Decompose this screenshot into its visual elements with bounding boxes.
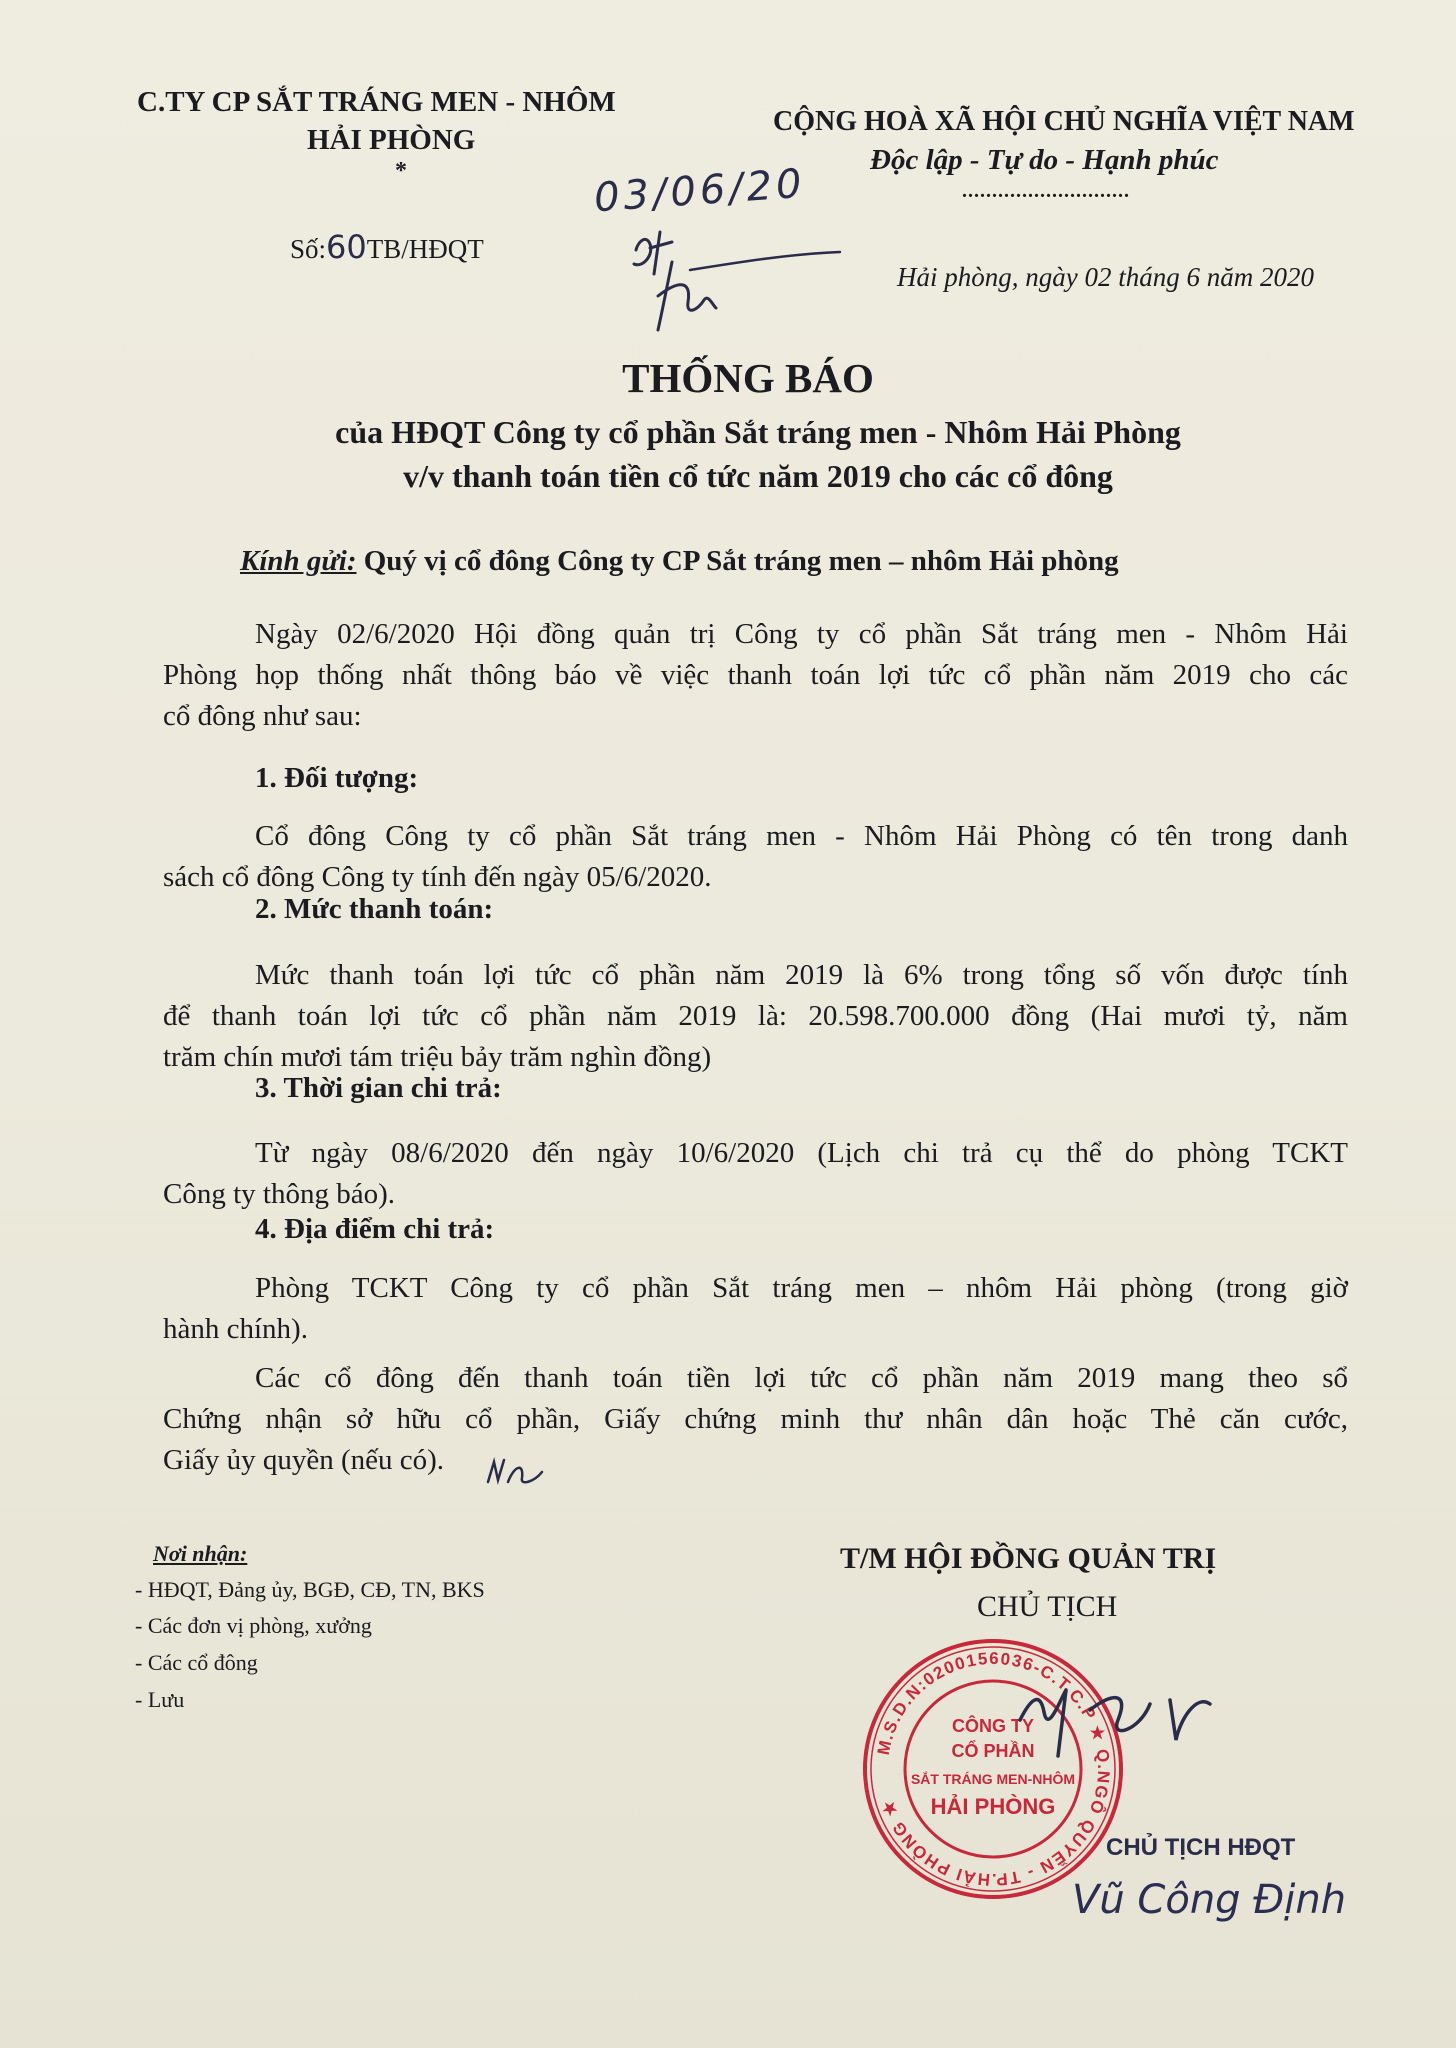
distribution-label: Nơi nhận: xyxy=(153,1541,248,1566)
handwritten-received-date: 03/06/20 xyxy=(592,160,808,222)
notice-subtitle-1: của HĐQT Công ty cổ phần Sắt tráng men - Nhôm Hải Phòng xyxy=(335,414,1181,450)
section-3-line: Công ty thông báo). xyxy=(163,1178,395,1210)
seal-ring-text: M.S.D.N:0200156036-C.T.C.P ★ Q.NGÔ QUYỀN - TP.HẢI PHÒNG ★ xyxy=(873,1648,1114,1890)
signer-name: Vũ Công Định xyxy=(1072,1877,1347,1923)
notice-title: THỐNG BÁO xyxy=(622,355,874,401)
section-1-text xyxy=(163,816,1348,898)
number-label: Số: xyxy=(290,234,327,264)
section-2-line: Mức thanh toán lợi tức cổ phần năm 2019 là 6% trong tổng số vốn được tính xyxy=(255,959,1348,991)
section-4-title: 4. Địa điểm chi trả: xyxy=(255,1213,495,1245)
handwritten-signature xyxy=(1000,1660,1240,1770)
section-2-line: để thanh toán lợi tức cổ phần năm 2019 là: 20.598.700.000 đồng (Hai mươi tỷ, năm xyxy=(163,1000,1348,1032)
company-name-line2: HẢI PHÒNG xyxy=(307,124,476,156)
section-3-line: Từ ngày 08/6/2020 đến ngày 10/6/2020 (Lịch chi trả cụ thể do phòng TCKT xyxy=(255,1137,1348,1169)
handwritten-initial-mark xyxy=(484,1452,554,1492)
recipient-label: Kính gửi: xyxy=(240,545,357,577)
handwritten-initials-mark xyxy=(620,212,850,342)
section-1-title: 1. Đối tượng: xyxy=(255,762,419,794)
intro-line: cổ đông như sau: xyxy=(163,700,362,732)
closing-line: Giấy ủy quyền (nếu có). xyxy=(163,1444,445,1476)
signer-title: CHỦ TỊCH HĐQT xyxy=(1106,1834,1296,1861)
notice-subtitle-2: v/v thanh toán tiền cổ tức năm 2019 cho các cổ đông xyxy=(403,458,1113,494)
distribution-item: - HĐQT, Đảng ủy, BGĐ, CĐ, TN, BKS xyxy=(135,1577,485,1602)
signature-org-title: T/M HỘI ĐỒNG QUẢN TRỊ xyxy=(840,1542,1217,1575)
distribution-item: - Lưu xyxy=(135,1687,185,1712)
section-4-text xyxy=(163,1268,1348,1350)
section-2-title: 2. Mức thanh toán: xyxy=(255,893,494,925)
company-name-line1: C.TY CP SẮT TRÁNG MEN - NHÔM xyxy=(137,86,616,118)
number-handwritten: 60 xyxy=(326,228,367,266)
section-3-title: 3. Thời gian chi trả: xyxy=(255,1072,502,1104)
nation-motto: Độc lập - Tự do - Hạnh phúc xyxy=(870,144,1219,176)
closing-line: Các cổ đông đến thanh toán tiền lợi tức cổ phần năm 2019 mang theo sổ xyxy=(255,1362,1348,1394)
section-2-text xyxy=(163,955,1348,1078)
seal-line-4: HẢI PHÒNG xyxy=(930,1794,1056,1819)
seal-line-3: SẮT TRÁNG MEN-NHÔM xyxy=(910,1771,1076,1787)
section-1-line: sách cổ đông Công ty tính đến ngày 05/6/2020. xyxy=(163,861,712,893)
intro-line: Ngày 02/6/2020 Hội đồng quản trị Công ty cổ phần Sắt tráng men - Nhôm Hải xyxy=(255,618,1348,650)
seal-line-1: CÔNG TY xyxy=(951,1716,1035,1736)
place-date: Hải phòng, ngày 02 tháng 6 năm 2020 xyxy=(897,262,1314,292)
section-4-line: hành chính). xyxy=(163,1313,308,1345)
company-star: * xyxy=(395,158,407,184)
closing-paragraph xyxy=(163,1358,1348,1481)
section-2-line: trăm chín mươi tám triệu bảy trăm nghìn đồng) xyxy=(163,1041,712,1073)
section-3-text xyxy=(163,1133,1348,1215)
distribution-item: - Các đơn vị phòng, xưởng xyxy=(135,1613,372,1638)
recipient-text: Quý vị cổ đông Công ty CP Sắt tráng men – nhôm Hải phòng xyxy=(356,545,1119,577)
intro-line: Phòng họp thống nhất thông báo về việc thanh toán lợi tức cổ phần năm 2019 cho các xyxy=(163,659,1348,691)
section-4-line: Phòng TCKT Công ty cổ phần Sắt tráng men – nhôm Hải phòng (trong giờ xyxy=(255,1272,1348,1304)
signature-role: CHỦ TỊCH xyxy=(977,1590,1118,1623)
number-suffix: TB/HĐQT xyxy=(366,234,484,264)
intro-paragraph xyxy=(163,614,1348,737)
seal-line-2: CỔ PHẦN xyxy=(951,1741,1035,1761)
section-1-line: Cổ đông Công ty cổ phần Sắt tráng men - Nhôm Hải Phòng có tên trong danh xyxy=(255,820,1348,852)
distribution-item: - Các cổ đông xyxy=(135,1650,258,1675)
recipient-line xyxy=(240,545,1119,578)
document-number xyxy=(290,228,484,266)
closing-line: Chứng nhận sở hữu cổ phần, Giấy chứng minh thư nhân dân hoặc Thẻ căn cước, xyxy=(163,1403,1348,1435)
nation-name: CỘNG HOÀ XÃ HỘI CHỦ NGHĨA VIỆT NAM xyxy=(773,106,1355,137)
motto-dots: ............................ xyxy=(962,180,1130,202)
